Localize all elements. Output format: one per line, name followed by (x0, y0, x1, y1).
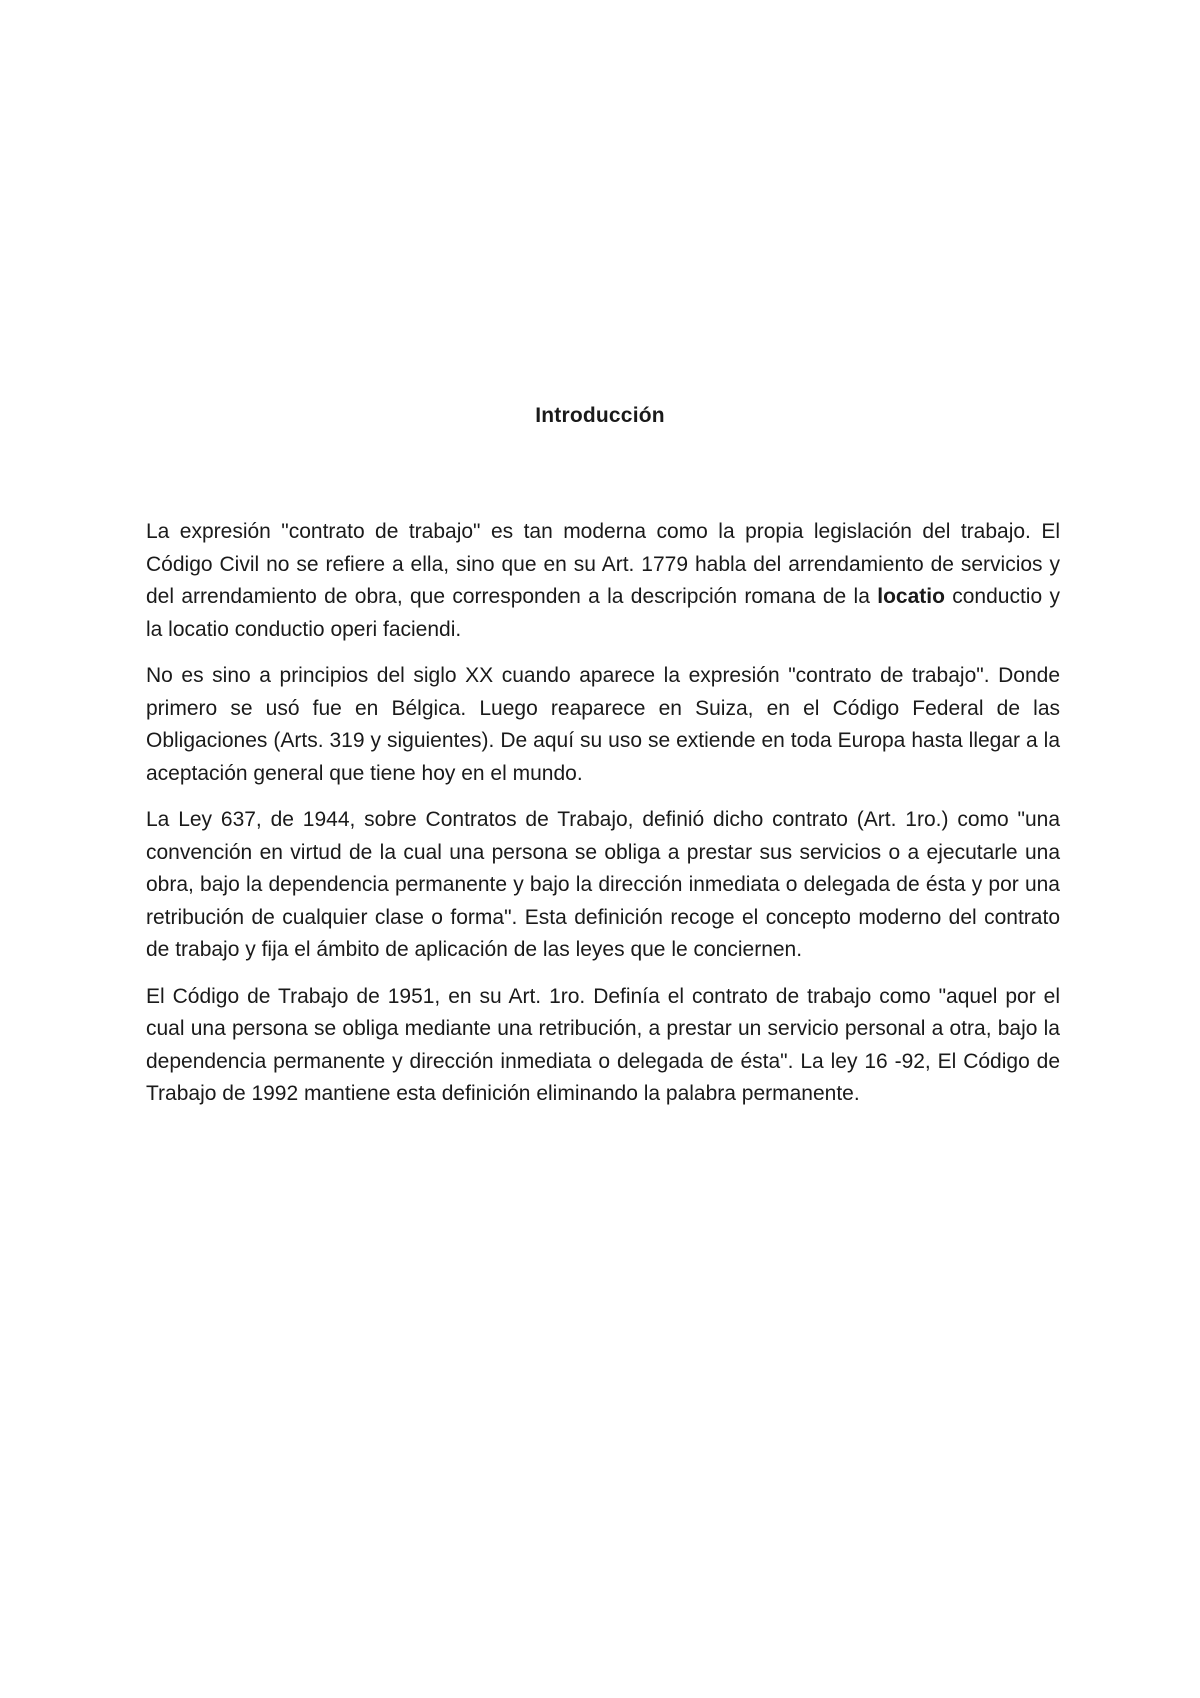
paragraph-1-text-end: conductio y la locatio conductio operi faciendi. (146, 585, 1060, 641)
paragraph-1 (146, 516, 1060, 646)
paragraph-1-bold-term: locatio (877, 585, 945, 608)
paragraph-1-text-start: La expresión "contrato de trabajo" es tan moderna como la propia legislación del trabajo. El Código Civil no se refiere a ella, sino que en su Art. 1779 habla del arrendamiento de servicios y del arrendamiento de obra, que corresponden a la descripción romana de la (146, 520, 1060, 608)
paragraph-4: El Código de Trabajo de 1951, en su Art. 1ro. Definía el contrato de trabajo como "aquel por el cual una persona se obliga mediante una retribución, a prestar un servicio personal a otra, bajo la dependencia permanente y dirección inmediata o delegada de ésta". La ley 16 -92, El Código de Trabajo de 1992 mantiene esta definición eliminando la palabra permanente. (146, 984, 1060, 1105)
page-title: Introducción (535, 404, 665, 427)
document-body (146, 516, 1060, 1125)
paragraph-3: La Ley 637, de 1944, sobre Contratos de Trabajo, definió dicho contrato (Art. 1ro.) como "una convención en virtud de la cual una persona se obliga a prestar sus servicios o a ejecutarle una obra, bajo la dependencia permanente y bajo la dirección inmediata o delegada de ésta y por una retribución de cualquier clase o forma". Esta definición recoge el concepto moderno del contrato de trabajo y fija el ámbito de aplicación de las leyes que le conciernen. (146, 808, 1060, 961)
paragraph-2: No es sino a principios del siglo XX cuando aparece la expresión "contrato de trabajo". Donde primero se usó fue en Bélgica. Luego reaparece en Suiza, en el Código Federal de las Obligaciones (Arts. 319 y siguientes). De aquí su uso se extiende en toda Europa hasta llegar a la aceptación general que tiene hoy en el mundo. (146, 664, 1060, 785)
